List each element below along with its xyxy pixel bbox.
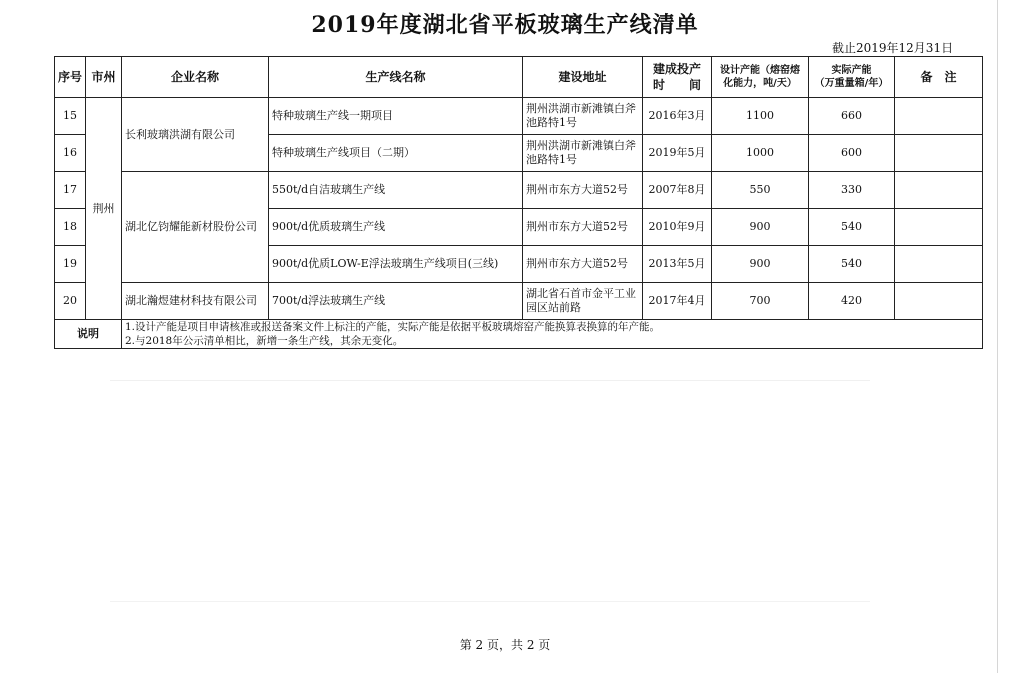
cell-actual-capacity: 330 [809,172,895,209]
header-actual-capacity [809,57,895,98]
cell-city: 荆州 [86,98,122,320]
table-row [55,283,983,320]
header-date-line1: 建成投产 [652,62,701,76]
cell-date: 2019年5月 [643,135,712,172]
page-footer: 第 2 页，共 2 页 [459,638,551,652]
cell-remarks [895,172,983,209]
cell-actual-capacity: 660 [809,98,895,135]
cell-actual-capacity: 420 [809,283,895,320]
header-date-line2: 时 间 [652,78,701,92]
cell-line-name: 900t/d优质LOW-E浮法玻璃生产线项目(三线) [269,246,523,283]
cell-design-capacity: 1100 [712,98,809,135]
cell-actual-capacity: 540 [809,209,895,246]
table-row [55,98,983,135]
cell-remarks [895,283,983,320]
header-design-line1: 设计产能（熔窑熔 [720,65,800,76]
header-design-line2: 化能力，吨/天） [723,78,797,89]
cell-design-capacity: 700 [712,283,809,320]
header-company: 企业名称 [122,57,269,98]
as-of-date: 截止2019年12月31日 [832,41,954,55]
cell-seq: 16 [55,135,86,172]
cell-address: 荆州市东方大道52号 [523,246,643,283]
cell-date: 2010年9月 [643,209,712,246]
cell-company: 湖北亿钧耀能新材股份公司 [122,172,269,283]
cell-date: 2016年3月 [643,98,712,135]
header-seq: 序号 [55,57,86,98]
cell-address: 荆州洪湖市新滩镇白斧池路特1号 [523,135,643,172]
cell-seq: 17 [55,172,86,209]
notes-label: 说明 [55,320,122,349]
cell-design-capacity: 900 [712,246,809,283]
cell-actual-capacity: 540 [809,246,895,283]
cell-address: 荆州市东方大道52号 [523,209,643,246]
cell-remarks [895,209,983,246]
table-row [55,172,983,209]
cell-seq: 19 [55,246,86,283]
cell-seq: 18 [55,209,86,246]
cell-seq: 20 [55,283,86,320]
header-actual-line2: （万重量箱/年） [814,78,889,89]
cell-remarks [895,98,983,135]
cell-company: 长利玻璃洪湖有限公司 [122,98,269,172]
header-address: 建设地址 [523,57,643,98]
cell-line-name: 550t/d自洁玻璃生产线 [269,172,523,209]
header-city: 市州 [86,57,122,98]
notes-content [122,320,983,349]
cell-company: 湖北瀚煜建材科技有限公司 [122,283,269,320]
production-line-table [54,56,983,349]
cell-date: 2007年8月 [643,172,712,209]
show-through-lines [110,380,870,602]
document-title: 2019年度湖北省平板玻璃生产线清单 [311,12,699,38]
cell-seq: 15 [55,98,86,135]
cell-line-name: 900t/d优质玻璃生产线 [269,209,523,246]
cell-date: 2017年4月 [643,283,712,320]
cell-actual-capacity: 600 [809,135,895,172]
cell-design-capacity: 550 [712,172,809,209]
header-design-capacity [712,57,809,98]
cell-design-capacity: 900 [712,209,809,246]
cell-address: 荆州洪湖市新滩镇白斧池路特1号 [523,98,643,135]
header-date [643,57,712,98]
cell-remarks [895,135,983,172]
header-actual-line1: 实际产能 [831,65,872,76]
notes-row [55,320,983,349]
cell-date: 2013年5月 [643,246,712,283]
cell-address: 湖北省石首市金平工业园区站前路 [523,283,643,320]
cell-line-name: 700t/d浮法玻璃生产线 [269,283,523,320]
cell-address: 荆州市东方大道52号 [523,172,643,209]
header-remarks: 备 注 [895,57,983,98]
cell-design-capacity: 1000 [712,135,809,172]
page-edge [997,0,998,673]
cell-line-name: 特种玻璃生产线一期项目 [269,98,523,135]
note-line-1: 1.设计产能是项目申请核准或报送备案文件上标注的产能，实际产能是依据平板玻璃熔窑产能换算表换算的年产能。 [125,321,661,333]
header-row [55,57,983,98]
header-line-name: 生产线名称 [269,57,523,98]
cell-line-name: 特种玻璃生产线项目（二期） [269,135,523,172]
cell-remarks [895,246,983,283]
note-line-2: 2.与2018年公示清单相比，新增一条生产线，其余无变化。 [125,335,404,347]
